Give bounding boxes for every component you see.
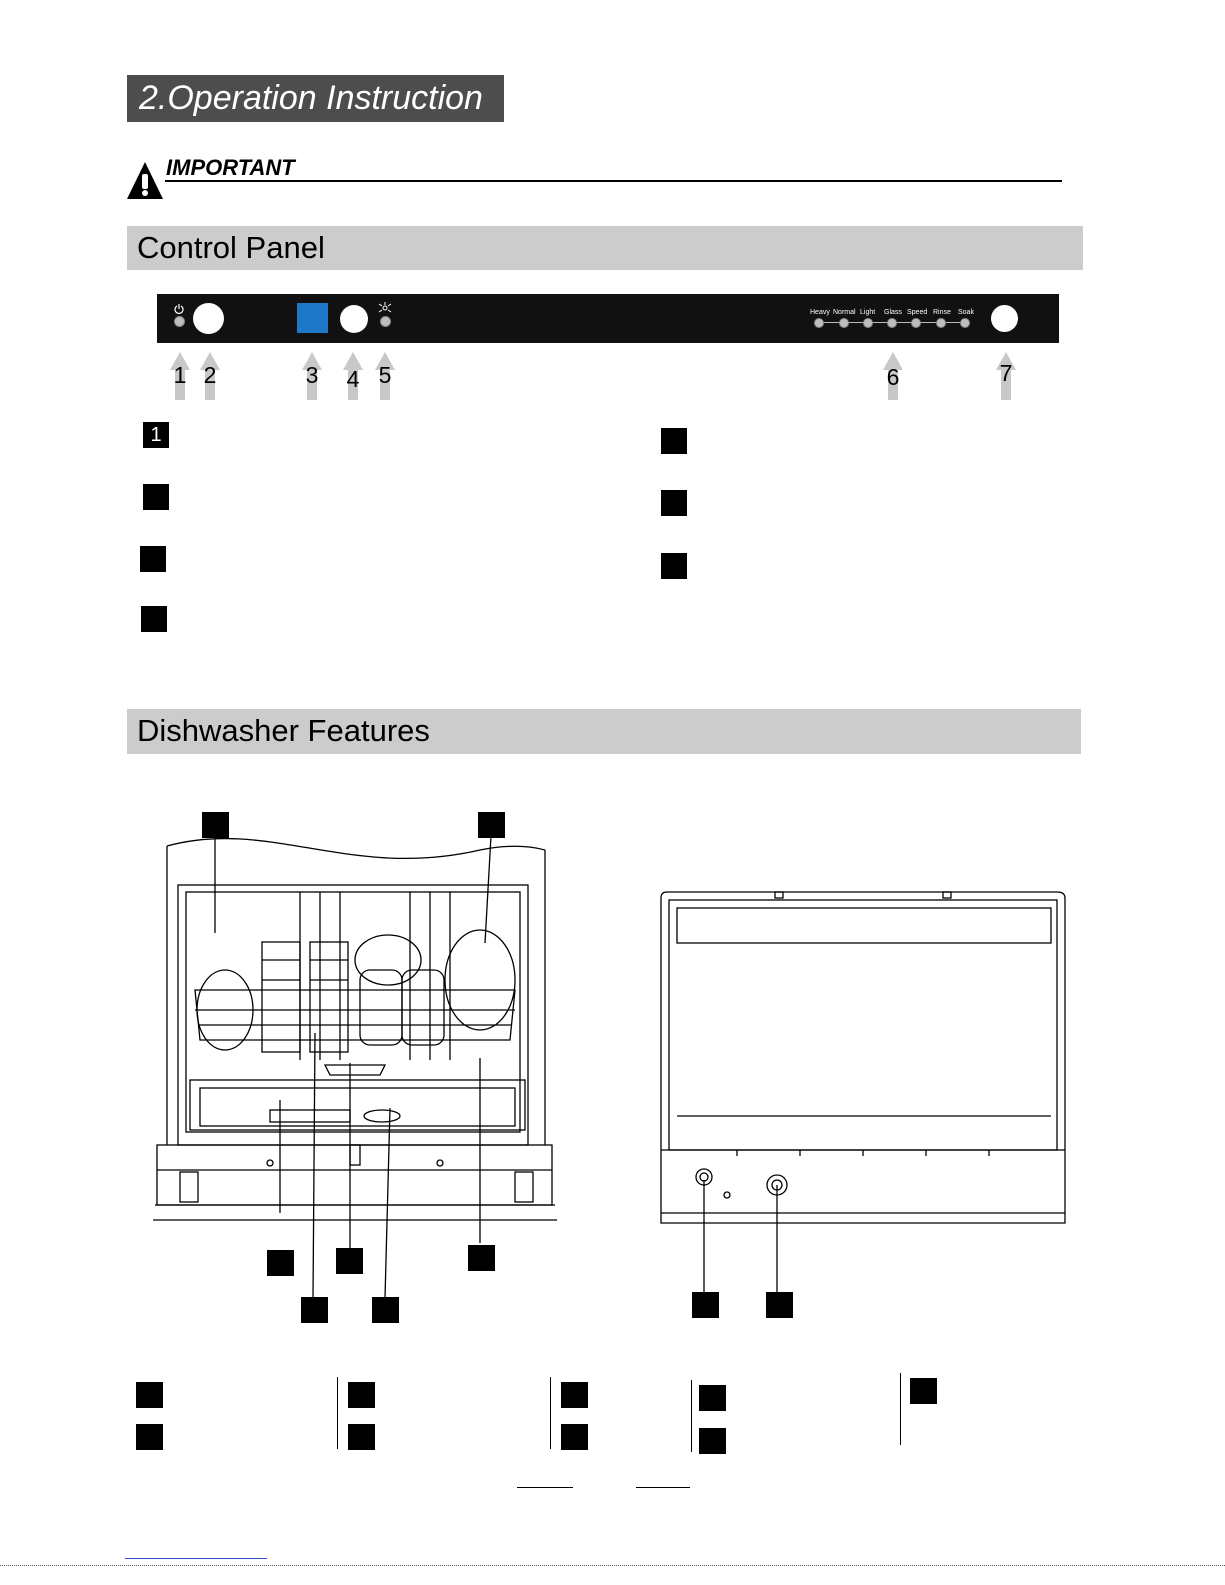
important-label: IMPORTANT — [166, 155, 295, 180]
control-panel-heading: Control Panel — [127, 226, 1083, 270]
program-label: Light — [860, 309, 876, 316]
legend-marker — [661, 428, 687, 454]
feature-legend-marker — [136, 1382, 163, 1408]
callout-number: 4 — [346, 366, 360, 392]
program-led — [936, 318, 946, 328]
legend-divider — [550, 1377, 551, 1449]
rear-callout-lines — [700, 1175, 790, 1300]
callout-number: 2 — [203, 362, 217, 388]
program-label: Heavy — [810, 309, 830, 316]
callout-number: 6 — [886, 364, 900, 390]
feature-legend-marker — [699, 1428, 726, 1454]
feature-marker — [336, 1248, 363, 1274]
features-heading: Dishwasher Features — [127, 709, 1081, 754]
feature-legend-marker — [910, 1378, 937, 1404]
feature-marker — [267, 1250, 294, 1276]
program-led — [814, 318, 824, 328]
program-label: Soak — [958, 309, 974, 316]
feature-marker — [478, 812, 505, 838]
legend-marker — [661, 490, 687, 516]
legend-marker — [141, 606, 167, 632]
power-led — [174, 316, 185, 327]
legend-marker — [143, 484, 169, 510]
feature-legend-marker — [136, 1424, 163, 1450]
footer-rule — [636, 1487, 690, 1488]
program-label: Speed — [907, 309, 928, 316]
callout-arrows — [160, 350, 1060, 402]
page-title: 2.Operation Instruction — [127, 75, 504, 122]
feature-legend-marker — [561, 1382, 588, 1408]
program-led — [887, 318, 897, 328]
program-label: Rinse — [933, 309, 951, 316]
program-led — [839, 318, 849, 328]
program-led — [960, 318, 970, 328]
power-icon — [173, 303, 185, 315]
program-led — [911, 318, 921, 328]
legend-divider — [900, 1373, 901, 1445]
program-label: Glass — [884, 309, 902, 316]
display-window — [297, 303, 328, 333]
delay-button[interactable] — [340, 305, 368, 333]
feature-marker — [468, 1245, 495, 1271]
callout-number: 1 — [173, 362, 187, 388]
program-led — [863, 318, 873, 328]
feature-marker — [202, 812, 229, 838]
callout-number: 5 — [378, 362, 392, 388]
footer-rule — [517, 1487, 573, 1488]
legend-divider — [337, 1377, 338, 1449]
control-panel-strip — [157, 294, 1059, 343]
feature-marker — [766, 1292, 793, 1318]
feature-legend-marker — [699, 1385, 726, 1411]
feature-legend-marker — [348, 1424, 375, 1450]
feature-legend-marker — [561, 1424, 588, 1450]
important-divider — [165, 180, 1062, 182]
rinse-aid-led — [380, 316, 391, 327]
legend-marker — [140, 546, 166, 572]
footer-link-underline — [125, 1558, 267, 1559]
rinse-aid-icon — [377, 302, 393, 314]
power-button[interactable] — [193, 303, 224, 334]
callout-number: 3 — [305, 362, 319, 388]
feature-marker — [372, 1297, 399, 1323]
program-label: Normal — [833, 309, 856, 316]
legend-marker — [661, 553, 687, 579]
legend-marker: 1 — [143, 422, 169, 448]
feature-marker — [692, 1292, 719, 1318]
feature-marker — [301, 1297, 328, 1323]
legend-divider — [691, 1380, 692, 1452]
feature-legend-marker — [348, 1382, 375, 1408]
callout-number: 7 — [999, 360, 1013, 386]
warning-icon — [126, 160, 164, 200]
program-button[interactable] — [991, 305, 1018, 332]
page-edge-dotted — [0, 1565, 1225, 1567]
